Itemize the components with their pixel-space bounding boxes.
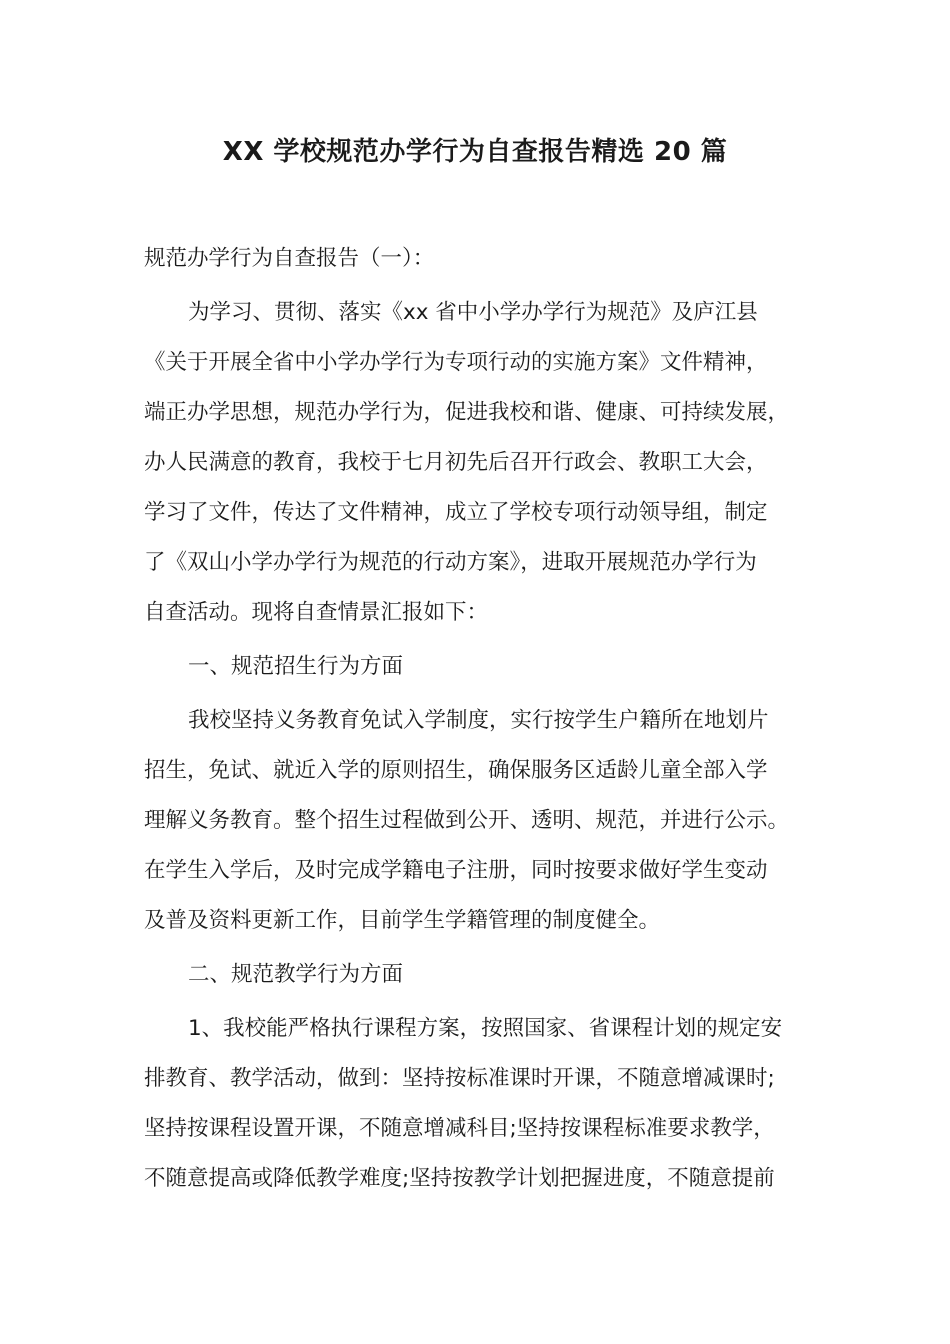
paragraph-line: 了《双山小学办学行为规范的行动方案》，进取开展规范办学行为 [144,550,757,575]
paragraph-line: 端正办学思想，规范办学行为，促进我校和谐、健康、可持续发展， [144,400,790,425]
paragraph-line: 坚持按课程设置开课，不随意增减科目;坚持按课程标准要求教学， [144,1116,775,1141]
paragraph-line: 招生，免试、就近入学的原则招生，确保服务区适龄儿童全部入学 [144,758,768,783]
document-body [144,234,816,1204]
paragraph-line: 自查活动。现将自查情景汇报如下： [144,600,489,625]
document-title: XX 学校规范办学行为自查报告精选 20 篇 [222,137,728,167]
paragraph-line: 理解义务教育。整个招生过程做到公开、透明、规范，并进行公示。 [144,808,790,833]
subsection-heading: 二、规范教学行为方面 [188,962,404,987]
subsection-heading: 一、规范招生行为方面 [188,654,404,679]
paragraph-line: 为学习、贯彻、落实《xx 省中小学办学行为规范》及庐江县 [188,300,758,325]
paragraph-line: 不随意提高或降低教学难度;坚持按教学计划把握进度，不随意提前 [144,1166,775,1191]
paragraph-line: 在学生入学后，及时完成学籍电子注册，同时按要求做好学生变动 [144,858,768,883]
paragraph-line: 1、我校能严格执行课程方案，按照国家、省课程计划的规定安 [188,1016,783,1041]
paragraph-line: 我校坚持义务教育免试入学制度，实行按学生户籍所在地划片 [188,708,769,733]
paragraph-line: 办人民满意的教育，我校于七月初先后召开行政会、教职工大会， [144,450,768,475]
section-heading: 规范办学行为自查报告（一）： [144,246,435,271]
paragraph-line: 及普及资料更新工作，目前学生学籍管理的制度健全。 [144,908,661,933]
paragraph-line: 《关于开展全省中小学办学行为专项行动的实施方案》文件精神， [144,350,768,375]
paragraph-line: 排教育、教学活动，做到：坚持按标准课时开课，不随意增减课时; [144,1066,775,1091]
paragraph-line: 学习了文件，传达了文件精神，成立了学校专项行动领导组，制定 [144,500,768,525]
